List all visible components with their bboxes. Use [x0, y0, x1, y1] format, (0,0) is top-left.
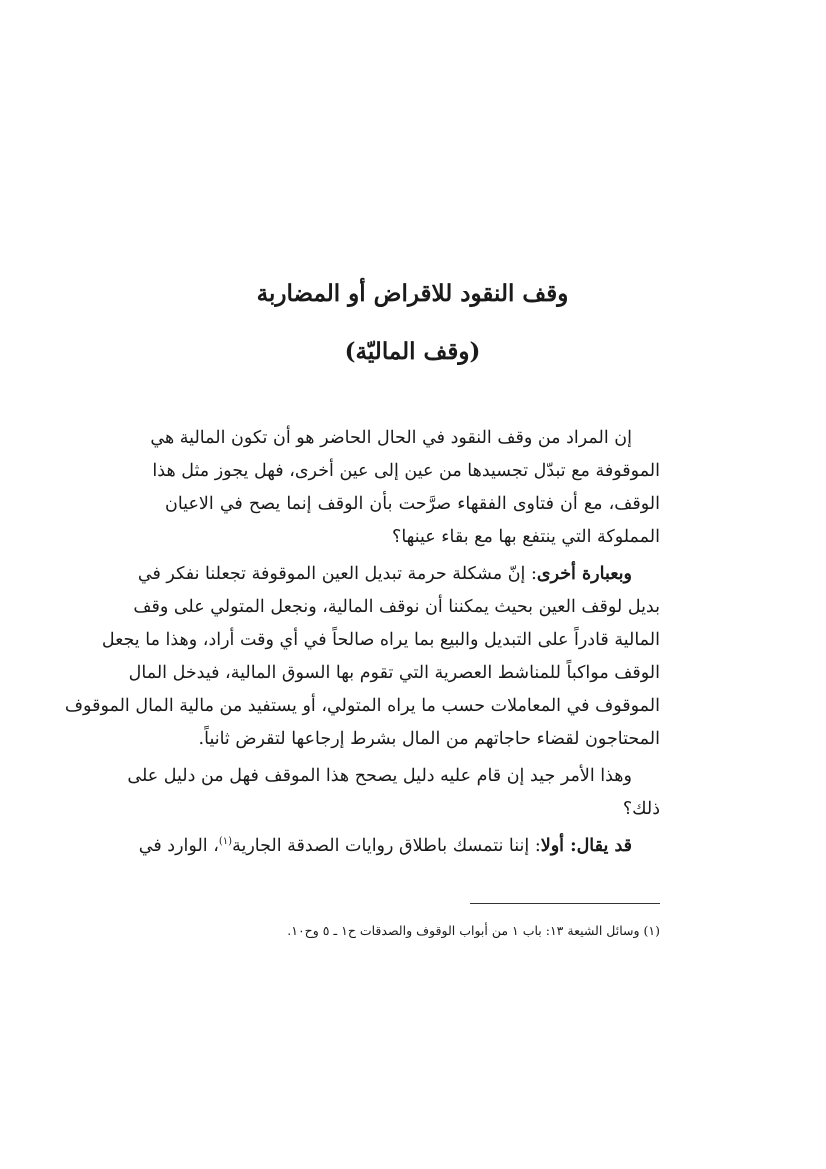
bold-lead: وبعبارة أخرى — [536, 564, 632, 584]
body-text — [64, 422, 660, 867]
text-line — [138, 830, 660, 863]
paragraph-4 — [138, 830, 660, 863]
text-line: المحتاجون لقضاء حاجاتهم من المال بشرط إرجاعها لتقرض ثانياً. — [198, 729, 660, 749]
text-line: الموقوف في المعاملات حسب ما يراه المتولي، أو يستفيد من مالية المال الموقوف — [64, 696, 660, 716]
text-line: وهذا الأمر جيد إن قام عليه دليل يصحح هذا الموقف فهل من دليل على — [127, 766, 632, 786]
text-line: ذلك؟ — [622, 799, 660, 819]
text-line: إن المراد من وقف النقود في الحال الحاضر هو أن تكون المالية هي — [150, 428, 632, 448]
text-span: : إننا نتمسك باطلاق روايات الصدقة الجارية — [232, 836, 541, 856]
text-line: بديل لوقف العين بحيث يمكننا أن نوقف المالية، ونجعل المتولي على وقف — [133, 597, 660, 617]
text-line: الموقوفة مع تبدّل تجسيدها من عين إلى عين أخرى، فهل يجوز مثل هذا — [152, 461, 660, 481]
footnote-ref[interactable]: (١) — [218, 836, 233, 848]
paragraph-3 — [127, 760, 660, 826]
chapter-subtitle: (وقف الماليّة) — [344, 338, 481, 365]
footnote: (١) وسائل الشيعة ١٣: باب ١ من أبواب الوقوف والصدقات ح١ ـ ٥ وح١٠. — [287, 923, 660, 938]
text-line — [137, 558, 660, 591]
bold-lead: قد يقال: أولا — [540, 836, 632, 856]
text-line: الوقف، مع أن فتاوى الفقهاء صرَّحت بأن الوقف إنما يصح في الاعيان — [165, 494, 660, 514]
text-line: المالية قادراً على التبديل والبيع بما يراه صالحاً في أي وقت أراد، وهذا ما يجعل — [101, 630, 660, 650]
text-line: الوقف مواكباً للمناشط العصرية التي تقوم بها السوق المالية، فيدخل المال — [128, 663, 660, 683]
paragraph-2 — [64, 558, 660, 756]
text-span: ، الوارد في — [138, 836, 219, 856]
chapter-title: وقف النقود للاقراض أو المضاربة — [256, 280, 569, 307]
footnote-divider — [470, 903, 660, 904]
text-line: المملوكة التي ينتفع بها مع بقاء عينها؟ — [392, 527, 660, 547]
text-span: : إنّ مشكلة حرمة تبديل العين الموقوفة تجعلنا نفكر في — [137, 564, 537, 584]
paragraph-1 — [150, 422, 660, 554]
